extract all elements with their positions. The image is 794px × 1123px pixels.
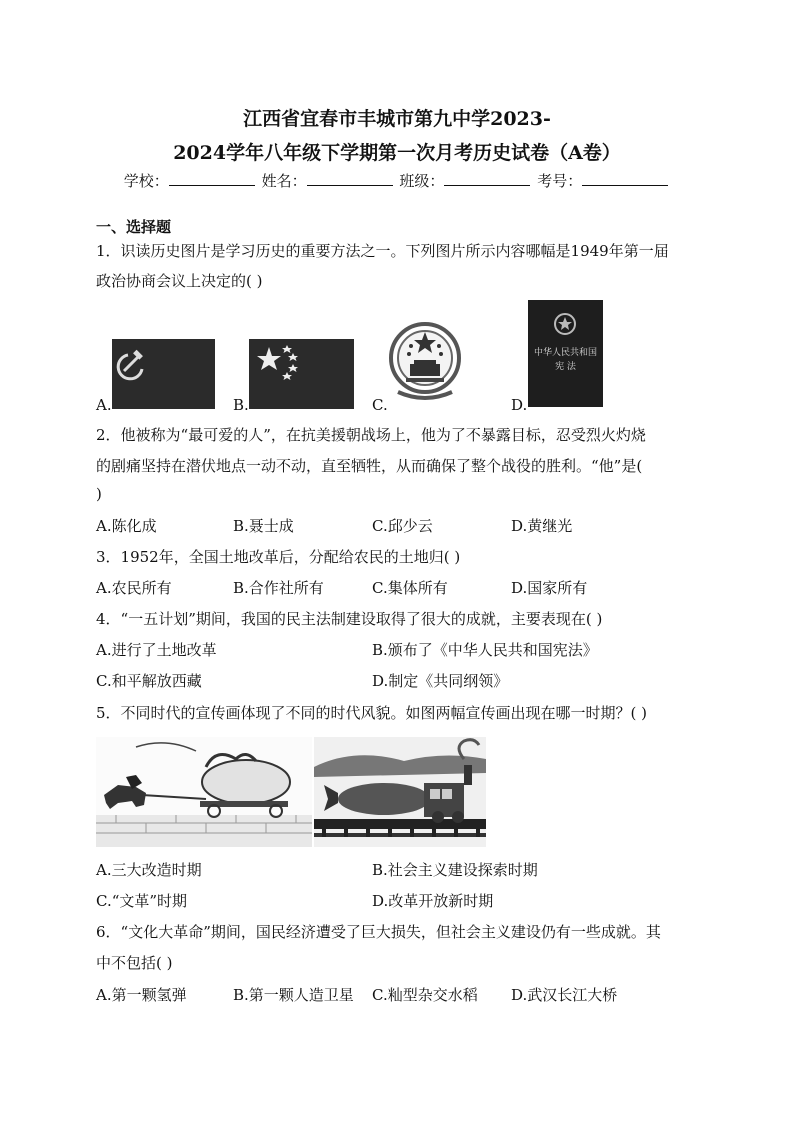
q4-stem: 4．“一五计划”期间，我国的民主法制建设取得了很大的成就，主要表现在( ) [96, 610, 603, 628]
propaganda-poster-cart-image [96, 737, 312, 847]
section-heading: 一、选择题 [96, 218, 172, 236]
q5-option-d[interactable]: D.改革开放新时期 [372, 892, 494, 910]
hammer-sickle-icon [112, 339, 215, 409]
q4-option-d[interactable]: D.制定《共同纲领》 [372, 672, 509, 690]
exam-title-line1: 江西省宜春市丰城市第九中学2023- [243, 108, 551, 130]
q6-option-c[interactable]: C.籼型杂交水稻 [372, 986, 478, 1004]
student-info-row [0, 170, 794, 191]
constitution-title-text: 中华人民共和国 [533, 348, 597, 358]
q1-option-b[interactable]: B. [233, 396, 249, 414]
q6-option-a[interactable]: A.第一颗氢弹 [96, 986, 187, 1004]
national-emblem-icon [386, 312, 464, 408]
q3-option-c[interactable]: C.集体所有 [372, 579, 448, 597]
train-illustration-icon [314, 737, 486, 847]
q5-stem: 5．不同时代的宣传画体现了不同的时代风貌。如图两幅宣传画出现在哪一时期？( ) [96, 704, 648, 722]
exam-title-line2: 2024学年八年级下学期第一次月考历史试卷（A卷） [173, 142, 621, 164]
q1-option-c[interactable]: C. [372, 396, 388, 414]
q5-option-b[interactable]: B.社会主义建设探索时期 [372, 861, 538, 879]
q4-option-c[interactable]: C.和平解放西藏 [96, 672, 202, 690]
q1-option-d[interactable]: D. [511, 396, 528, 414]
q6-option-b[interactable]: B.第一颗人造卫星 [233, 986, 354, 1004]
exam-number-blank[interactable] [582, 171, 668, 186]
q3-option-a[interactable]: A.农民所有 [96, 579, 172, 597]
exam-number-label: 考号： [537, 172, 583, 190]
q1-option-a[interactable]: A. [96, 396, 112, 414]
q3-option-d[interactable]: D.国家所有 [511, 579, 588, 597]
q1-stem-line1: 1．识读历史图片是学习历史的重要方法之一。下列图片所示内容哪幅是1949年第一届 [96, 242, 669, 260]
name-label: 姓名： [261, 172, 307, 190]
q6-option-d[interactable]: D.武汉长江大桥 [511, 986, 618, 1004]
name-blank[interactable] [307, 171, 393, 186]
school-blank[interactable] [169, 171, 255, 186]
five-star-icon [249, 339, 354, 409]
constitution-book-image [528, 300, 603, 407]
ox-cart-illustration-icon [96, 737, 312, 847]
q3-option-b[interactable]: B.合作社所有 [233, 579, 324, 597]
constitution-subtitle-text: 宪 法 [555, 362, 576, 372]
party-flag-image [112, 339, 215, 409]
propaganda-poster-train-image [314, 737, 486, 847]
national-flag-image [249, 339, 354, 409]
q2-option-b[interactable]: B.聂士成 [233, 517, 294, 535]
q2-option-d[interactable]: D.黄继光 [511, 517, 573, 535]
q2-option-c[interactable]: C.邱少云 [372, 517, 433, 535]
q3-stem: 3．1952年，全国土地改革后，分配给农民的土地归( ) [96, 548, 461, 566]
q2-stem-line3: ) [96, 485, 102, 503]
q5-option-a[interactable]: A.三大改造时期 [96, 861, 202, 879]
q4-option-a[interactable]: A.进行了土地改革 [96, 641, 217, 659]
q5-option-c[interactable]: C.“文革”时期 [96, 892, 188, 910]
national-emblem-image [386, 312, 464, 408]
class-blank[interactable] [444, 171, 530, 186]
q4-option-b[interactable]: B.颁布了《中华人民共和国宪法》 [372, 641, 598, 659]
q2-stem-line2: 的剧痛坚持在潜伏地点一动不动，直至牺牲，从而确保了整个战役的胜利。“他”是( [96, 457, 643, 475]
q2-stem-line1: 2．他被称为“最可爱的人”，在抗美援朝战场上，他为了不暴露目标，忍受烈火灼烧 [96, 426, 646, 444]
q6-stem-line1: 6．“文化大革命”期间，国民经济遭受了巨大损失，但社会主义建设仍有一些成就。其 [96, 923, 661, 941]
class-label: 班级： [399, 172, 445, 190]
q6-stem-line2: 中不包括( ) [96, 954, 173, 972]
school-label: 学校： [123, 172, 169, 190]
q1-stem-line2: 政治协商会议上决定的( ) [96, 272, 263, 290]
q2-option-a[interactable]: A.陈化成 [96, 517, 157, 535]
